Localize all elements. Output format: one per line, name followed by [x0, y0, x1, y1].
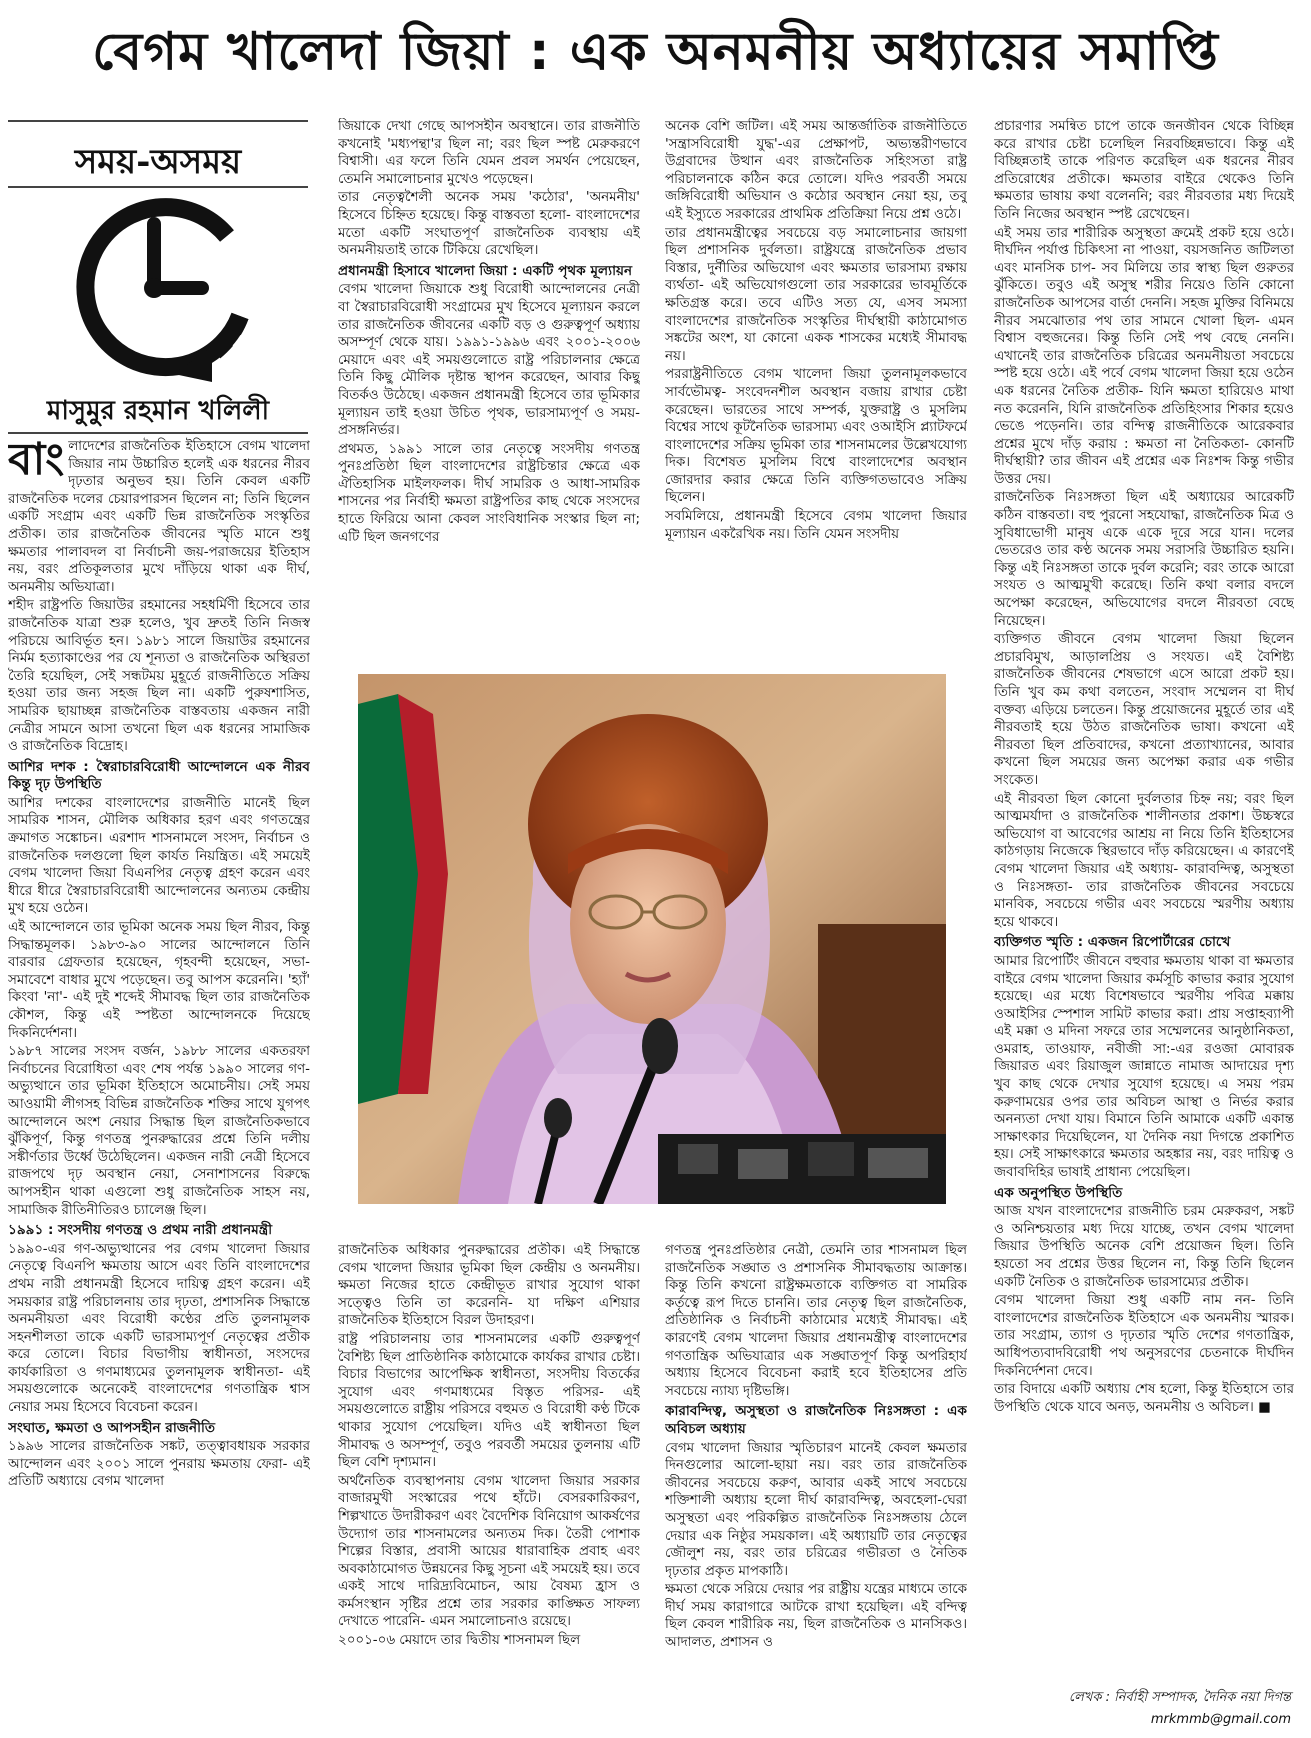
paragraph: পররাষ্ট্রনীতিতে বেগম খালেদা জিয়া তুলনামূলকভাবে সার্বভৌমত্ব- সংবেদনশীল অবস্থান বজায় রাখার চেষ্টা করেছেন। ভারতের সাথে সম্পর্ক, যুক্তরাষ্ট্র ও মুসলিম বিশ্বের সাথে কূটনৈতিক ভারসাম্য এবং ওআইসি প্ল্যাটফর্মে বাংলাদেশের সক্রিয় ভূমিকা তার শাসনামলের উল্লেখযোগ্য দিক। বিশেষত মুসলিম বিশ্বে বাংলাদেশের অবস্থান জোরদার করার ক্ষেত্রে তিনি ব্যক্তিগতভাবেও সক্রিয় ছিলেন।	[665, 367, 967, 506]
paragraph: প্রথমত, ১৯৯১ সালে তার নেতৃত্বে সংসদীয় গণতন্ত্র পুনঃপ্রতিষ্ঠা ছিল বাংলাদেশের রাষ্ট্রচিন্তার ক্ষেত্রে এক ঐতিহাসিক মাইলফলক। দীর্ঘ সামরিক ও আধা-সামরিক শাসনের পর নির্বাহী ক্ষমতা রাষ্ট্রপতির কাছ থেকে সংসদের হাতে ফিরিয়ে আনা কেবল সাংবিধানিক সংস্কার ছিল না; এটি ছিল জনগণের	[338, 441, 640, 545]
paragraph: ১৯৯০-এর গণ-অভ্যুত্থানের পর বেগম খালেদা জিয়ার নেতৃত্বে বিএনপি ক্ষমতায় আসে এবং তিনি বাংলাদেশের প্রথম নারী প্রধানমন্ত্রী হিসেবে দায়িত্ব গ্রহণ করেন। এই সময়কার রাষ্ট্র পরিচালনায় তার দৃঢ়তা, প্রশাসনিক সিদ্ধান্তে অনমনীয়তা এবং বিরোধী কণ্ঠের প্রতি তুলনামূলক সহনশীলতা তাকে একটি ভারসাম্যপূর্ণ নেতৃত্বের প্রতীক করে তোলে। বিচার বিভাগীয় স্বাধীনতা, সংসদের কার্যকারিতা ও গণমাধ্যমের তুলনামূলক স্বাধীনতা- এই সময়গুলোকে অনেকেই বাংলাদেশের গণতান্ত্রিক শ্বাস নেয়ার সময় হিসেবে বিবেচনা করেন।	[8, 1241, 310, 1416]
column-1	[8, 118, 310, 1738]
paragraph: এই সময় তার শারীরিক অসুস্থতা ক্রমেই প্রকট হয়ে ওঠে। দীর্ঘদিন পর্যাপ্ত চিকিৎসা না পাওয়া, বয়সজনিত জটিলতা এবং মানসিক চাপ- সব মিলিয়ে তার স্বাস্থ্য ছিল গুরুতর ঝুঁকিতে। তবুও এই অসুস্থ শরীর নিয়েও তিনি কোনো রাজনৈতিক আপসের বার্তা দেননি। সহজ মুক্তির বিনিময়ে নীরব সমঝোতার পথ তার সামনে খোলা ছিল- এমন বিশ্বাস বহুজনের। কিন্তু তিনি সেই পথ বেছে নেননি। এখানেই তার রাজনৈতিক চরিত্রের অনমনীয়তা সবচেয়ে স্পষ্ট হয়ে ওঠে। এই পর্বে বেগম খালেদা জিয়া হয়ে ওঠেন এক ধরনের নৈতিক প্রতীক- যিনি ক্ষমতা হারিয়েও মাথা নত করেননি, যিনি রাজনৈতিক প্রতিহিংসার শিকার হয়েও ভেঙে পড়েননি। তার বন্দিত্ব রাজনীতিকে আরেকবার প্রশ্নের মুখে দাঁড় করায় : ক্ষমতা না নৈতিকতা- কোনটি দীর্ঘস্থায়ী? তার জীবন এই প্রশ্নের এক নিঃশব্দ কিন্তু গভীর উত্তর দেয়।	[994, 225, 1294, 487]
paragraph: বাংলাদেশের রাজনৈতিক ইতিহাসে বেগম খালেদা জিয়ার নাম উচ্চারিত হলেই এক ধরনের নীরব দৃঢ়তার অনুভব হয়। তিনি কেবল একটি রাজনৈতিক দলের চেয়ারপারসন ছিলেন না; তিনি ছিলেন একটি সংগ্রাম এবং একটি ভিন্ন রাজনৈতিক সংস্কৃতির প্রতীক। তার রাজনৈতিক জীবনের স্মৃতি মানে শুধু ক্ষমতার পালাবদল বা নির্বাচনী জয়-পরাজয়ের ইতিহাস নয়, বরং প্রতিকূলতার মুখে দাঁড়িয়ে থাকা এক দীর্ঘ, অনমনীয় অভিযাত্রা।	[8, 434, 310, 595]
column-4	[994, 118, 1294, 1678]
paragraph: তার বিদায়ে একটি অধ্যায় শেষ হলো, কিন্তু ইতিহাসে তার উপস্থিতি থেকে যাবে অনড়, অনমনীয় ও অবিচল। ■	[994, 1382, 1294, 1415]
column-3-top	[665, 118, 967, 666]
portrait-photo-illustration	[358, 674, 946, 1204]
section-heading: সংঘাত, ক্ষমতা ও আপসহীন রাজনীতি	[8, 1419, 216, 1436]
section-heading: আশির দশক : স্বৈরাচারবিরোধী আন্দোলনে এক নীরব কিন্তু দৃঢ় উপস্থিতি	[8, 758, 310, 793]
byline: মাসুমুর রহমান খলিলী	[46, 396, 270, 426]
paragraph: আজ যখন বাংলাদেশের রাজনীতি চরম মেরুকরণ, সঙ্কট ও অনিশ্চয়তার মধ্য দিয়ে যাচ্ছে, তখন বেগম খালেদা জিয়ার উপস্থিতি অনেক বেশি প্রয়োজন ছিল। তিনি হয়তো সব প্রশ্নের উত্তর ছিলেন না, কিন্তু তিনি ছিলেন একটি নৈতিক ও রাজনৈতিক ভারসাম্যের প্রতীক।	[994, 1204, 1294, 1290]
column-kicker: সময়-অসময়	[74, 142, 242, 182]
paragraph: ২০০১-০৬ মেয়াদে তার দ্বিতীয় শাসনামল ছিল	[338, 1633, 581, 1649]
paragraph: গণতন্ত্র পুনঃপ্রতিষ্ঠার নেত্রী, তেমনি তার শাসনামল ছিল রাজনৈতিক সঙ্ঘাত ও প্রশাসনিক সীমাবদ্ধতায় আক্রান্ত। কিন্তু তিনি কখনো রাষ্ট্রক্ষমতাকে ব্যক্তিগত বা সামরিক কর্তৃত্বে রূপ দিতে চাননি। তার নেতৃত্ব ছিল রাজনৈতিক, প্রতিষ্ঠানিক ও নির্বাচনী কাঠামোর মধ্যেই সীমাবদ্ধ। এই কারণেই বেগম খালেদা জিয়ার প্রধানমন্ত্রীত্ব বাংলাদেশের গণতান্ত্রিক অভিযাত্রার এক সঙ্ঘাতপূর্ণ কিন্তু অপরিহার্য অধ্যায় হিসেবে বিবেচনা করাই হবে ইতিহাসের প্রতি সবচেয়ে ন্যায্য দৃষ্টিভঙ্গি।	[665, 1243, 967, 1399]
end-mark: ■	[1258, 1399, 1271, 1415]
paragraph: অর্থনৈতিক ব্যবস্থাপনায় বেগম খালেদা জিয়ার সরকার বাজারমুখী সংস্কারের পথে হাঁটে। বেসরকারিকরণ, শিল্পখাতে উদারীকরণ এবং বৈদেশিক বিনিয়োগ আকর্ষণের উদ্যোগ তার শাসনামলের অন্যতম দিক। তৈরী পোশাক শিল্পের বিস্তার, প্রবাসী আয়ের ধারাবাহিক প্রবাহ এবং অবকাঠামোগত উন্নয়নের কিছু সূচনা এই সময়েই হয়। তবে একই সাথে দারিদ্র্যবিমোচন, আয় বৈষম্য হ্রাস ও কর্মসংস্থান সৃষ্টির প্রশ্নে তার সরকার কাঙ্ক্ষিত সাফল্য দেখাতে পারেনি- এমন সমালোচনাও রয়েছে।	[338, 1473, 640, 1630]
paragraph: ১৯৯৬ সালের রাজনৈতিক সঙ্কট, তত্ত্বাবধায়ক সরকার আন্দোলন এবং ২০০১ সালে পুনরায় ক্ষমতায় ফেরা- এই প্রতিটি অধ্যায়ে বেগম খালেদা	[8, 1439, 310, 1490]
paragraph: সবমিলিয়ে, প্রধানমন্ত্রী হিসেবে বেগম খালেদা জিয়ার মূল্যায়ন একরৈখিক নয়। তিনি যেমন সংসদীয়	[665, 509, 967, 542]
author-note: লেখক : নির্বাহী সম্পাদক, দৈনিক নয়া দিগন্ত	[1068, 1690, 1291, 1705]
column-3-bottom	[665, 1242, 967, 1732]
paragraph: আশির দশকের বাংলাদেশের রাজনীতি মানেই ছিল সামরিক শাসন, মৌলিক অধিকার হরণ এবং গণতন্ত্রের ক্রমাগত সঙ্কোচন। এরশাদ শাসনামলে সংসদ, নির্বাচন ও রাজনৈতিক দলগুলো ছিল কার্যত নিয়ন্ত্রিত। এই সময়েই বেগম খালেদা জিয়া বিএনপির নেতৃত্ব গ্রহণ করেন এবং ধীরে ধীরে স্বৈরাচারবিরোধী আন্দোলনের অন্যতম কেন্দ্রীয় মুখ হয়ে ওঠেন।	[8, 795, 310, 917]
author-email: mrkmmb@gmail.com	[1150, 1712, 1291, 1727]
paragraph: রাষ্ট্র পরিচালনায় তার শাসনামলের একটি গুরুত্বপূর্ণ বৈশিষ্ট্য ছিল প্রাতিষ্ঠানিক কাঠামোকে কার্যকর রাখার চেষ্টা। বিচার বিভাগের আপেক্ষিক স্বাধীনতা, সংসদীয় বিতর্কের সুযোগ এবং গণমাধ্যমের বিস্তৃত পরিসর- এই সময়গুলোতে রাষ্ট্রীয় পরিসরে বহুমত ও বিরোধী কণ্ঠ টিকে থাকার সুযোগ পেয়েছিল। যদিও এই স্বাধীনতা ছিল সীমাবদ্ধ ও অসম্পূর্ণ, তবুও পরবর্তী সময়ের তুলনায় এটি ছিল বেশি দৃশ্যমান।	[338, 1331, 640, 1471]
column-2-top	[338, 118, 640, 666]
paragraph: ব্যক্তিগত জীবনে বেগম খালেদা জিয়া ছিলেন প্রচারবিমুখ, আড়ালপ্রিয় ও সংযত। এই বৈশিষ্ট্য রাজনৈতিক জীবনের শেষভাগে এসে আরো প্রকট হয়। তিনি খুব কম কথা বলতেন, সংবাদ সম্মেলন বা দীর্ঘ বক্তব্য এড়িয়ে চলতেন। কিন্তু প্রয়োজনের মুহূর্তে তার এই নীরবতাই হয়ে উঠত রাজনৈতিক ভাষা। কখনো এই নীরবতা ছিল প্রতিবাদের, কখনো প্রত্যাখ্যানের, আবার কখনো ছিল সময়ের জন্য অপেক্ষা করার এক গভীর সংকেত।	[994, 632, 1294, 788]
paragraph: তার প্রধানমন্ত্রীত্বের সবচেয়ে বড় সমালোচনার জায়গা ছিল প্রশাসনিক দুর্বলতা। রাষ্ট্রযন্ত্রে রাজনৈতিক প্রভাব বিস্তার, দুর্নীতির অভিযোগ এবং ক্ষমতার ভারসাম্য রক্ষায় ব্যর্থতা- এই অভিযোগগুলো তার সরকারের ভাবমূর্তিকে ক্ষতিগ্রস্ত করে। তবে এটিও সত্য যে, এসব সমস্যা বাংলাদেশের রাজনৈতিক সংস্কৃতির দীর্ঘস্থায়ী কাঠামোগত সঙ্কটের অংশ, যা কোনো একক শাসকের মধ্যেই সীমাবদ্ধ নয়।	[665, 225, 967, 364]
paragraph: বেগম খালেদা জিয়ার স্মৃতিচারণ মানেই কেবল ক্ষমতার দিনগুলোর আলো-ছায়া নয়। বরং তার রাজনৈতিক জীবনের সবচেয়ে করুণ, আবার একই সাথে সবচেয়ে শক্তিশালী অধ্যায় হলো দীর্ঘ কারাবন্দিত্ব, অবহেলা-ঘেরা অসুস্থতা এবং পরিকল্পিত রাজনৈতিক নিঃসঙ্গতায় ঠেলে দেয়ার এক নিষ্ঠুর সময়কাল। এই অধ্যায়টি তার নেতৃত্বের জৌলুশ নয়, বরং তার চরিত্রের গভীরতা ও নৈতিক দৃঢ়তার প্রকৃত মাপকাঠি।	[665, 1440, 967, 1579]
paragraph: এই আন্দোলনে তার ভূমিকা অনেক সময় ছিল নীরব, কিন্তু সিদ্ধান্তমূলক। ১৯৮৩-৯০ সালের আন্দোলনে তিনি বারবার গ্রেফতার হয়েছেন, গৃহবন্দী হয়েছেন, সভা-সমাবেশে বাধার মুখে পড়েছেন। তবু আপস করেননি। 'হ্যাঁ' কিংবা 'না'- এই দুই শব্দেই সীমাবদ্ধ ছিল তার রাজনৈতিক কৌশল, কিন্তু এই স্পষ্টতা আন্দোলনকে দিয়েছে দিকনির্দেশনা।	[8, 920, 310, 1041]
paragraph: জিয়াকে দেখা গেছে আপসহীন অবস্থানে। তার রাজনীতি কখনোই 'মধ্যপন্থা'র ছিল না; বরং ছিল স্পষ্ট মেরুকরণে বিশ্বাসী। এর ফলে তিনি যেমন প্রবল সমর্থন পেয়েছেন, তেমনি সমালোচনার মুখেও পড়েছেন।	[338, 119, 640, 187]
paragraph: রাজনৈতিক অধিকার পুনরুদ্ধারের প্রতীক। এই সিদ্ধান্তে বেগম খালেদা জিয়ার ভূমিকা ছিল কেন্দ্রীয় ও অনমনীয়। ক্ষমতা নিজের হাতে কেন্দ্রীভূত রাখার সুযোগ থাকা সত্ত্বেও তিনি তা করেননি- যা দক্ষিণ এশিয়ার রাজনৈতিক ইতিহাসে বিরল উদাহরণ।	[338, 1243, 640, 1329]
section-heading: কারাবন্দিত্ব, অসুস্থতা ও রাজনৈতিক নিঃসঙ্গতা : এক অবিচল অধ্যায়	[665, 1403, 967, 1437]
paragraph: প্রচারণার সমন্বিত চাপে তাকে জনজীবন থেকে বিচ্ছিন্ন করে রাখার চেষ্টা চলেছিল নিরবচ্ছিন্নভাবে। কিন্তু এই বিচ্ছিন্নতাই তাকে পরিণত করেছিল এক ধরনের নীরব প্রতিরোধের প্রতীকে। ক্ষমতার বাইরে থেকেও তিনি ক্ষমতার ভাষায় কথা বলেননি; বরং নীরবতার মধ্য দিয়েই তিনি নিজের অবস্থান স্পষ্ট রেখেছেন।	[994, 119, 1294, 222]
paragraph: তার নেতৃত্বশৈলী অনেক সময় 'কঠোর', 'অনমনীয়' হিসেবে চিহ্নিত হয়েছে। কিন্তু বাস্তবতা হলো- বাংলাদেশের মতো একটি সংঘাতপূর্ণ রাজনৈতিক ব্যবস্থায় এই অনমনীয়তাই তাকে টিকিয়ে রেখেছিল।	[338, 190, 640, 259]
portrait-photo	[358, 674, 946, 1204]
paragraph: এই নীরবতা ছিল কোনো দুর্বলতার চিহ্ন নয়; বরং ছিল আত্মমর্যাদা ও রাজনৈতিক শালীনতার প্রকাশ। উচ্চস্বরে অভিযোগ বা আবেগের আশ্রয় না নিয়ে তিনি ইতিহাসের কাঠগড়ায় নিজেকে স্থিরভাবে দাঁড় করিয়েছেন। এ কারণেই বেগম খালেদা জিয়ার এই অধ্যায়- কারাবন্দিত্ব, অসুস্থতা ও নিঃসঙ্গতা- তার রাজনৈতিক জীবনের সবচেয়ে মানবিক, সবচেয়ে গভীর এবং সবচেয়ে স্মরণীয় অধ্যায় হয়ে থাকবে।	[994, 791, 1294, 930]
paragraph: বেগম খালেদা জিয়া শুধু একটি নাম নন- তিনি বাংলাদেশের রাজনৈতিক ইতিহাসে এক অনমনীয় স্মারক। তার সংগ্রাম, ত্যাগ ও দৃঢ়তার স্মৃতি দেশের গণতান্ত্রিক, আধিপত্যবাদবিরোধী পথ অনুসরণের চেতনাকে দীর্ঘদিন দিকনির্দেশনা দেবে।	[994, 1293, 1294, 1379]
paragraph: বেগম খালেদা জিয়াকে শুধু বিরোধী আন্দোলনের নেত্রী বা স্বৈরাচারবিরোধী সংগ্রামের মুখ হিসেবে মূল্যায়ন করলে তার রাজনৈতিক জীবনের একটি বড় ও গুরুত্বপূর্ণ অধ্যায় অসম্পূর্ণ থেকে যায়। ১৯৯১-১৯৯৬ এবং ২০০১-২০০৬ মেয়াদে এবং এই সময়গুলোতে রাষ্ট্র পরিচালনার ক্ষেত্রে তিনি কিছু মৌলিক দৃষ্টান্ত স্থাপন করেছেন, আবার কিছু বিতর্কও উঠেছে। একজন প্রধানমন্ত্রী হিসেবে তার ভূমিকার মূল্যায়ন তাই হওয়া উচিত পৃথক, ভারসাম্যপূর্ণ ও সময়-প্রসঙ্গনির্ভর।	[338, 282, 640, 439]
section-heading: প্রধানমন্ত্রী হিসাবে খালেদা জিয়া : একটি পৃথক মূল্যায়ন	[338, 262, 633, 279]
paragraph: ১৯৮৭ সালের সংসদ বর্জন, ১৯৮৮ সালের একতরফা নির্বাচনের বিরোধিতা এবং শেষ পর্যন্ত ১৯৯০ সালের গণ-অভ্যুত্থানে তার ভূমিকা ইতিহাসে অমোচনীয়। সেই সময় আওয়ামী লীগসহ বিভিন্ন রাজনৈতিক শক্তির সাথে যুগপৎ আন্দোলনে অংশ নেয়ার সিদ্ধান্ত ছিল রাজনৈতিকভাবে ঝুঁকিপূর্ণ, কিন্তু গণতন্ত্র পুনরুদ্ধারের প্রশ্নে তিনি দলীয় সঙ্কীর্ণতার উর্ধ্বে উঠেছিলেন। একজন নারী নেত্রী হিসেবে রাজপথে দৃঢ় অবস্থান নেয়া, সেনাশাসনের বিরুদ্ধে আপসহীন থাকা এগুলো শুধু রাজনৈতিক সাহস নয়, সামাজিক রীতিনীতিরও চ্যালেঞ্জ ছিল।	[8, 1044, 310, 1218]
paragraph: আমার রিপোর্টিং জীবনে বহুবার ক্ষমতায় থাকা বা ক্ষমতার বাইরে বেগম খালেদা জিয়ার কর্মসূচি কাভার করার সুযোগ হয়েছে। এর মধ্যে বিশেষভাবে স্মরণীয় পবিত্র মক্কায় ওআইসির স্পেশাল সামিট কাভার করা। প্রায় সপ্তাহব্যাপী এই মক্কা ও মদিনা সফরে তার সম্মেলনের আনুষ্ঠানিকতা, ওমরাহ, তাওয়াফ, নবীজী সা:-এর রওজা মোবারক জিয়ারত এবং রিয়াজুল জান্নাতে নামাজ আদায়ের দৃশ্য খুব কাছ থেকে দেখার সুযোগ হয়েছে। এ সময় পরম করুণাময়ের ওপর তার অবিচল আস্থা ও নির্ভর করার অনন্যতা দেখা যায়। বিমানে তিনি আমাকে একটি একান্ত সাক্ষাৎকার দিয়েছিলেন, যা দৈনিক নয়া দিগন্তে প্রকাশিত হয়। সেই সাক্ষাৎকারে ক্ষমতার অহঙ্কার নয়, বরং দায়িত্ব ও জবাবদিহির ভাষাই প্রাধান্য পেয়েছিল।	[994, 953, 1294, 1181]
paragraph: অনেক বেশি জটিল। এই সময় আন্তর্জাতিক রাজনীতিতে 'সন্ত্রাসবিরোধী যুদ্ধ'-এর প্রেক্ষাপট, অভ্যন্তরীণভাবে উগ্রবাদের উত্থান এবং রাজনৈতিক সহিংসতা রাষ্ট্র পরিচালনাকে কঠিন করে তোলে। যদিও পরবর্তী সময়ে জঙ্গিবিরোধী অভিযান ও কঠোর অবস্থান নেয়া হয়, তবু এই ইস্যুতে সরকারের প্রাথমিক প্রতিক্রিয়া নিয়ে প্রশ্ন ওঠে।	[665, 119, 967, 222]
headline: বেগম খালেদা জিয়া : এক অনমনীয় অধ্যায়ের সমাপ্তি	[92, 21, 1219, 82]
paragraph: রাজনৈতিক নিঃসঙ্গতা ছিল এই অধ্যায়ের আরেকটি কঠিন বাস্তবতা। বহু পুরনো সহযোদ্ধা, রাজনৈতিক মিত্র ও সুবিধাভোগী মানুষ একে একে দূরে সরে যান। দলের ভেতরেও তার কণ্ঠ অনেক সময় সরাসরি উচ্চারিত হয়নি। কিন্তু এই নিঃসঙ্গতা তাকে দুর্বল করেনি; বরং তাকে আরো সংযত ও আত্মমুখী করেছে। তিনি কথা বলার বদলে অপেক্ষা করেছেন, অভিযোগের বদলে নীরবতা বেছে নিয়েছেন।	[994, 490, 1294, 629]
section-heading: ব্যক্তিগত স্মৃতি : একজন রিপোর্টারের চোখে	[994, 934, 1231, 951]
section-heading: ১৯৯১ : সংসদীয় গণতন্ত্র ও প্রথম নারী প্রধানমন্ত্রী	[8, 1222, 273, 1239]
column-2-bottom	[338, 1242, 640, 1732]
paragraph: ক্ষমতা থেকে সরিয়ে দেয়ার পর রাষ্ট্রীয় যন্ত্রের মাধ্যমে তাকে দীর্ঘ সময় কারাগারে আটকে রাখা হয়েছিল। এই বন্দিত্ব ছিল কেবল শারীরিক নয়, ছিল রাজনৈতিক ও মানসিকও। আদালত, প্রশাসন ও	[665, 1582, 967, 1651]
drop-cap: বাং	[8, 434, 65, 485]
section-heading: এক অনুপস্থিত উপস্থিতি	[994, 1184, 1123, 1201]
paragraph: শহীদ রাষ্ট্রপতি জিয়াউর রহমানের সহধর্মিণী হিসেবে তার রাজনৈতিক যাত্রা শুরু হলেও, খুব দ্রুতই তিনি নিজস্ব পরিচয়ে আবির্ভূত হন। ১৯৮১ সালে জিয়াউর রহমানের নির্মম হত্যাকাণ্ডের পর যে শূন্যতা ও রাজনৈতিক অস্থিরতা তৈরি হয়েছিল, সেই সন্ধটময় মুহূর্তে রাজনীতিতে সক্রিয় হওয়া তার জন্য সহজ ছিল না। একটি পুরুষশাসিত, সামরিক ছায়াচ্ছন্ন রাজনৈতিক বাস্তবতায় একজন নারী নেত্রীর সামনে আসা তখনো ছিল এক ধরনের সামাজিক ও রাজনৈতিক বিদ্রোহ।	[8, 598, 310, 755]
